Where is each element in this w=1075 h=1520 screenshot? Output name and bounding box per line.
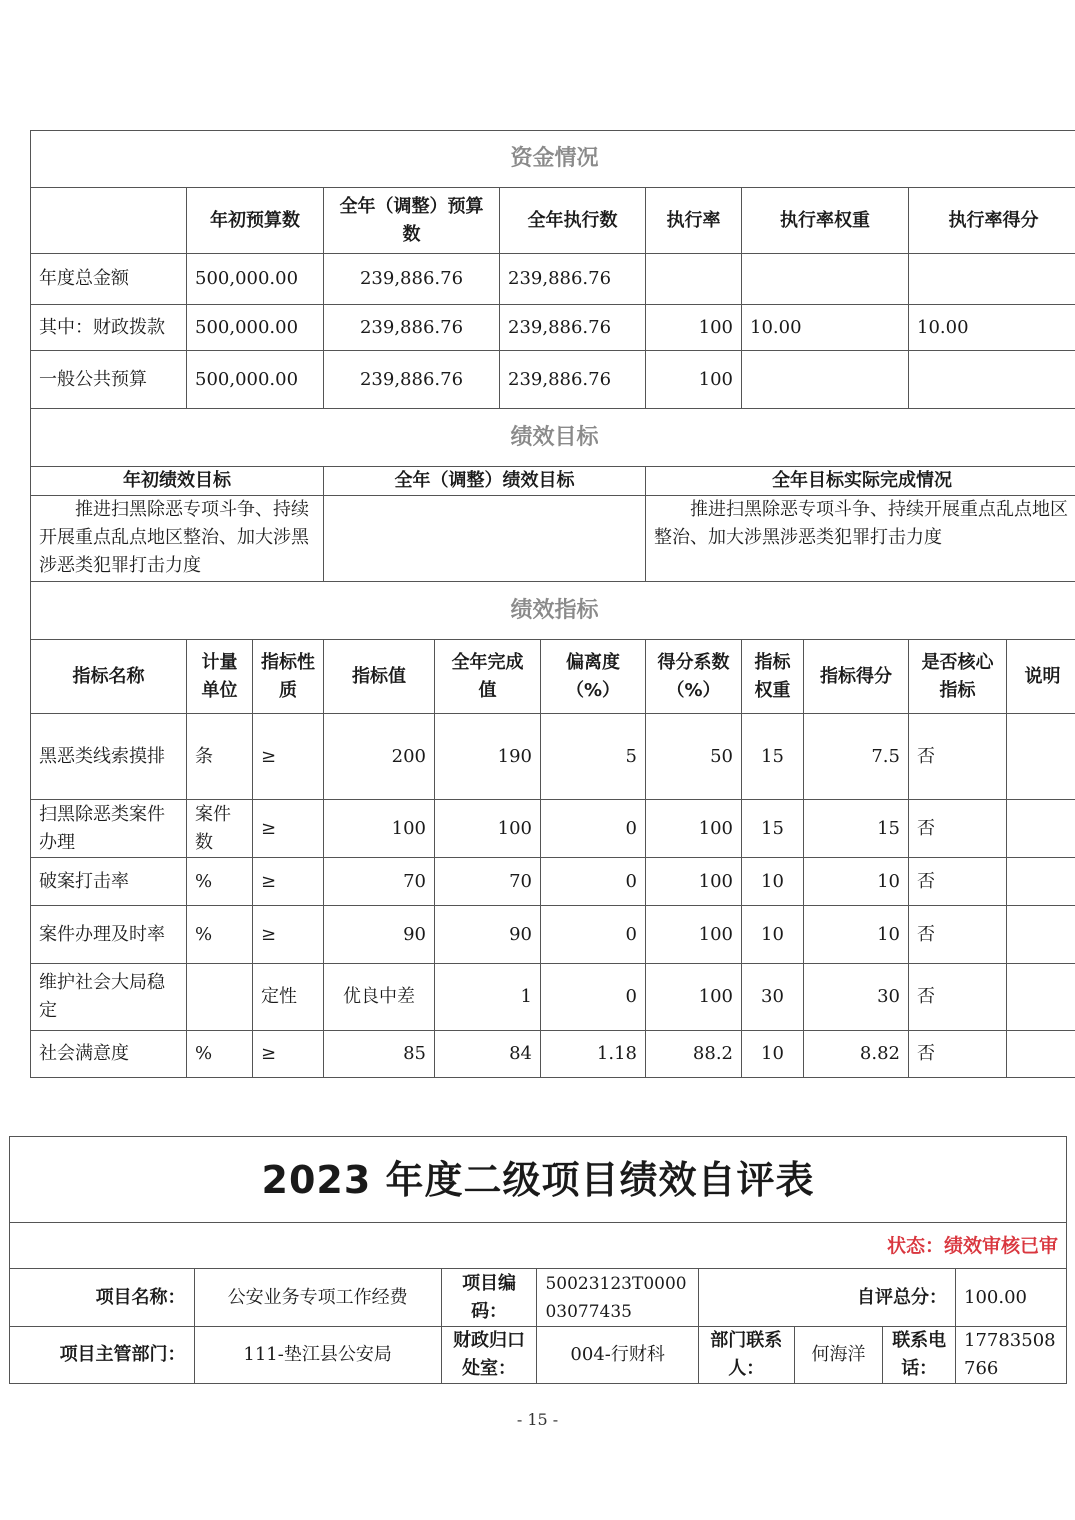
indicator-row	[31, 906, 1075, 964]
total-score-value: 100.00	[956, 1269, 1067, 1327]
indicators-section-title: 绩效指标	[31, 582, 1075, 640]
indicator-row	[31, 858, 1075, 906]
funds-header-weight: 执行率权重	[742, 188, 909, 254]
contact-value: 何海洋	[794, 1327, 883, 1384]
funds-row-label: 年度总金额	[31, 254, 187, 305]
funds-rate: 100	[646, 305, 742, 351]
ind-header-coefficient: 得分系数（%）	[646, 640, 742, 714]
ind-note	[1007, 1031, 1075, 1078]
funds-header-initial: 年初预算数	[187, 188, 324, 254]
finance-office-label: 财政归口处室：	[441, 1327, 537, 1384]
ind-note	[1007, 906, 1075, 964]
funds-rate: 100	[646, 351, 742, 409]
ind-done: 70	[435, 858, 541, 906]
goals-header-initial: 年初绩效目标	[31, 467, 324, 496]
ind-header-weight: 指标权重	[742, 640, 804, 714]
status-label: 状态：绩效审核已审	[10, 1223, 1067, 1269]
goals-initial-text: 推进扫黑除恶专项斗争、持续开展重点乱点地区整治、加大涉黑涉恶类犯罪打击力度	[31, 496, 324, 582]
ind-score: 7.5	[804, 714, 909, 800]
ind-value: 100	[324, 800, 435, 858]
ind-coefficient: 100	[646, 964, 742, 1031]
ind-unit	[187, 964, 253, 1031]
funds-initial: 500,000.00	[187, 254, 324, 305]
ind-value: 优良中差	[324, 964, 435, 1031]
ind-score: 10	[804, 858, 909, 906]
ind-header-score: 指标得分	[804, 640, 909, 714]
ind-weight: 10	[742, 858, 804, 906]
project-performance-table	[30, 130, 1075, 1078]
ind-core: 否	[909, 906, 1007, 964]
funds-executed: 239,886.76	[500, 305, 646, 351]
funds-row-label: 其中：财政拨款	[31, 305, 187, 351]
indicator-row	[31, 1031, 1075, 1078]
funds-row	[31, 254, 1075, 305]
ind-core: 否	[909, 964, 1007, 1031]
funds-header-executed: 全年执行数	[500, 188, 646, 254]
goals-actual-text: 推进扫黑除恶专项斗争、持续开展重点乱点地区整治、加大涉黑涉恶类犯罪打击力度	[646, 496, 1075, 582]
ind-score: 15	[804, 800, 909, 858]
funds-score	[909, 254, 1075, 305]
ind-header-name: 指标名称	[31, 640, 187, 714]
ind-score: 30	[804, 964, 909, 1031]
ind-nature: ≥	[253, 1031, 324, 1078]
form-title: 2023 年度二级项目绩效自评表	[10, 1137, 1067, 1223]
ind-done: 190	[435, 714, 541, 800]
funds-score: 10.00	[909, 305, 1075, 351]
ind-score: 10	[804, 906, 909, 964]
ind-note	[1007, 964, 1075, 1031]
funds-weight	[742, 254, 909, 305]
ind-done: 90	[435, 906, 541, 964]
funds-rate	[646, 254, 742, 305]
total-score-label: 自评总分：	[698, 1269, 955, 1327]
funds-header-rate: 执行率	[646, 188, 742, 254]
ind-note	[1007, 800, 1075, 858]
ind-deviation: 5	[541, 714, 646, 800]
funds-weight: 10.00	[742, 305, 909, 351]
ind-weight: 15	[742, 714, 804, 800]
ind-nature: ≥	[253, 906, 324, 964]
ind-core: 否	[909, 858, 1007, 906]
ind-header-value: 指标值	[324, 640, 435, 714]
ind-weight: 15	[742, 800, 804, 858]
ind-header-done: 全年完成值	[435, 640, 541, 714]
dept-value: 111-垫江县公安局	[194, 1327, 441, 1384]
project-code-value: 50023123T000003077435	[537, 1269, 698, 1327]
ind-core: 否	[909, 1031, 1007, 1078]
funds-row-label: 一般公共预算	[31, 351, 187, 409]
ind-deviation: 0	[541, 964, 646, 1031]
ind-nature: ≥	[253, 714, 324, 800]
ind-header-unit: 计量单位	[187, 640, 253, 714]
funds-section-title: 资金情况	[31, 131, 1075, 188]
funds-header-adjusted: 全年（调整）预算数	[324, 188, 500, 254]
phone-value: 17783508766	[956, 1327, 1067, 1384]
phone-label: 联系电话：	[883, 1327, 956, 1384]
funds-initial: 500,000.00	[187, 305, 324, 351]
funds-score	[909, 351, 1075, 409]
indicator-row	[31, 964, 1075, 1031]
funds-adjusted: 239,886.76	[324, 351, 500, 409]
funds-executed: 239,886.76	[500, 351, 646, 409]
ind-unit: %	[187, 906, 253, 964]
ind-value: 70	[324, 858, 435, 906]
ind-deviation: 0	[541, 800, 646, 858]
ind-nature: ≥	[253, 858, 324, 906]
project-code-label: 项目编码：	[441, 1269, 537, 1327]
ind-unit: 条	[187, 714, 253, 800]
ind-deviation: 0	[541, 858, 646, 906]
funds-row	[31, 351, 1075, 409]
project-name-label: 项目名称：	[10, 1269, 195, 1327]
ind-unit: %	[187, 1031, 253, 1078]
funds-initial: 500,000.00	[187, 351, 324, 409]
ind-header-deviation: 偏离度（%）	[541, 640, 646, 714]
self-evaluation-form	[9, 1136, 1067, 1384]
ind-note	[1007, 714, 1075, 800]
ind-weight: 30	[742, 964, 804, 1031]
contact-label: 部门联系人：	[698, 1327, 794, 1384]
indicator-row	[31, 800, 1075, 858]
funds-executed: 239,886.76	[500, 254, 646, 305]
ind-header-note: 说明	[1007, 640, 1075, 714]
page-number: - 15 -	[516, 1410, 559, 1429]
goals-adjusted-text	[324, 496, 646, 582]
ind-coefficient: 50	[646, 714, 742, 800]
ind-name: 维护社会大局稳定	[31, 964, 187, 1031]
ind-value: 90	[324, 906, 435, 964]
ind-name: 破案打击率	[31, 858, 187, 906]
ind-nature: ≥	[253, 800, 324, 858]
ind-header-nature: 指标性质	[253, 640, 324, 714]
ind-nature: 定性	[253, 964, 324, 1031]
ind-coefficient: 100	[646, 906, 742, 964]
funds-header-score: 执行率得分	[909, 188, 1075, 254]
ind-done: 100	[435, 800, 541, 858]
goals-section-title: 绩效目标	[31, 409, 1075, 467]
ind-core: 否	[909, 714, 1007, 800]
ind-done: 84	[435, 1031, 541, 1078]
ind-score: 8.82	[804, 1031, 909, 1078]
ind-core: 否	[909, 800, 1007, 858]
funds-adjusted: 239,886.76	[324, 305, 500, 351]
ind-coefficient: 100	[646, 858, 742, 906]
ind-coefficient: 88.2	[646, 1031, 742, 1078]
funds-row	[31, 305, 1075, 351]
ind-coefficient: 100	[646, 800, 742, 858]
funds-adjusted: 239,886.76	[324, 254, 500, 305]
ind-weight: 10	[742, 1031, 804, 1078]
ind-value: 85	[324, 1031, 435, 1078]
ind-deviation: 1.18	[541, 1031, 646, 1078]
project-name-value: 公安业务专项工作经费	[194, 1269, 441, 1327]
dept-label: 项目主管部门：	[10, 1327, 195, 1384]
indicator-row	[31, 714, 1075, 800]
ind-name: 社会满意度	[31, 1031, 187, 1078]
funds-header-blank	[31, 188, 187, 254]
ind-name: 黑恶类线索摸排	[31, 714, 187, 800]
ind-unit: 案件数	[187, 800, 253, 858]
goals-header-adjusted: 全年（调整）绩效目标	[324, 467, 646, 496]
ind-value: 200	[324, 714, 435, 800]
ind-name: 扫黑除恶类案件办理	[31, 800, 187, 858]
ind-name: 案件办理及时率	[31, 906, 187, 964]
finance-office-value: 004-行财科	[537, 1327, 698, 1384]
funds-weight	[742, 351, 909, 409]
ind-note	[1007, 858, 1075, 906]
ind-unit: %	[187, 858, 253, 906]
ind-weight: 10	[742, 906, 804, 964]
ind-header-core: 是否核心指标	[909, 640, 1007, 714]
ind-deviation: 0	[541, 906, 646, 964]
goals-header-actual: 全年目标实际完成情况	[646, 467, 1075, 496]
ind-done: 1	[435, 964, 541, 1031]
